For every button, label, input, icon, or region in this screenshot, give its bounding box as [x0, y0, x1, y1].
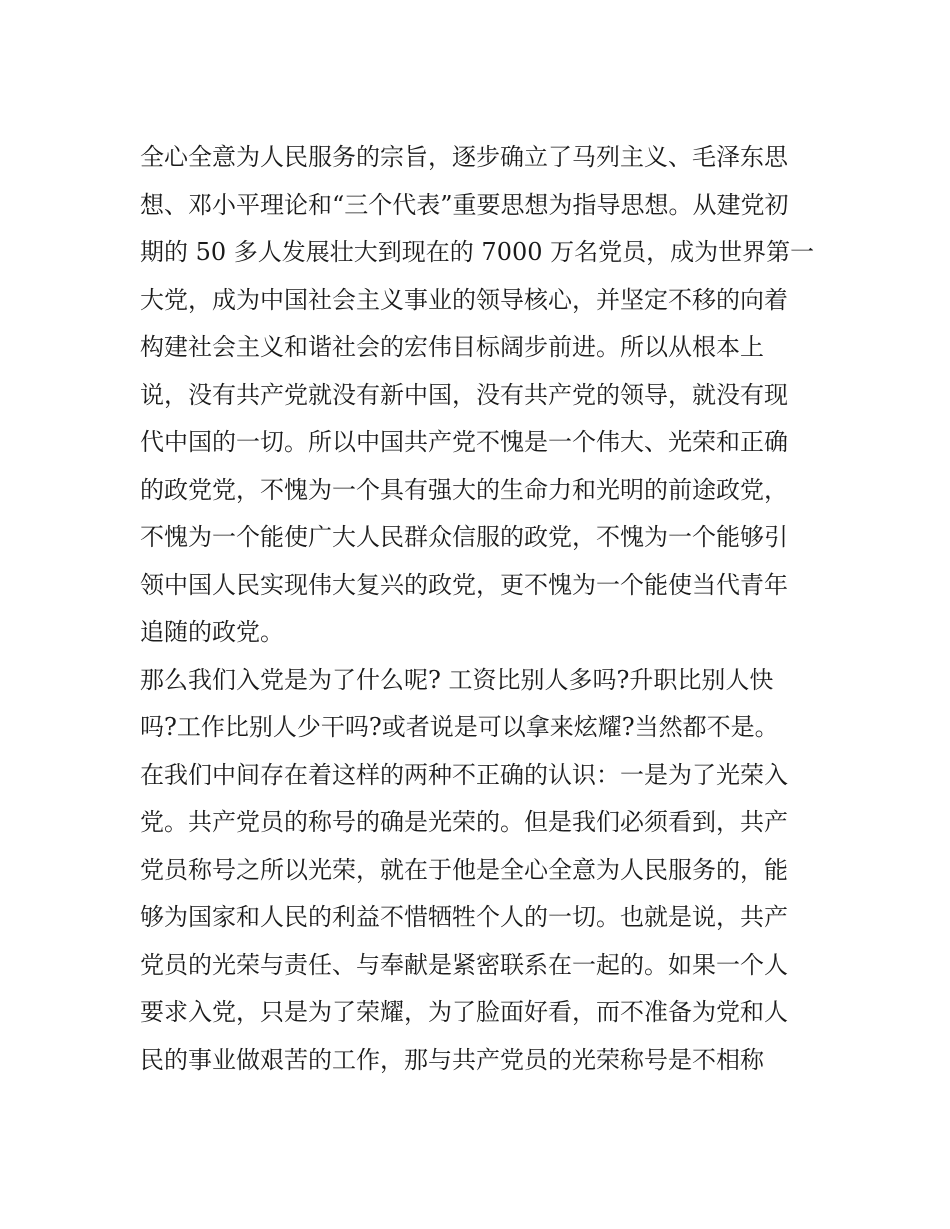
text-line: 够为国家和人民的利益不惜牺牲个人的一切。也就是说，共产 [140, 903, 788, 931]
text-line: 想、邓小平理论和“三个代表”重要思想为指导思想。从建党初 [140, 190, 789, 219]
text-line: 民的事业做艰苦的工作，那与共产党员的光荣称号是不相称 [140, 1045, 764, 1074]
text-line: 代中国的一切。所以中国共产党不愧是一个伟大、光荣和正确 [140, 428, 788, 456]
text-line: 期的 50 多人发展壮大到现在的 7000 万名党员，成为世界第一 [140, 238, 815, 266]
text-line: 党员的光荣与责任、与奉献是紧密联系在一起的。如果一个人 [140, 950, 788, 979]
text-line: 党。共产党员的称号的确是光荣的。但是我们必须看到，共产 [140, 808, 788, 836]
text-line: 党员称号之所以光荣，就在于他是全心全意为人民服务的，能 [140, 855, 788, 884]
body-text [140, 134, 820, 1084]
text-line: 的政党党，不愧为一个具有强大的生命力和光明的前途政党， [140, 475, 788, 504]
text-line: 在我们中间存在着这样的两种不正确的认识：一是为了光荣入 [140, 760, 788, 789]
text-line: 要求入党，只是为了荣耀，为了脸面好看，而不准备为党和人 [140, 998, 788, 1026]
text-line: 全心全意为人民服务的宗旨，逐步确立了马列主义、毛泽东思 [140, 143, 788, 171]
text-line: 那么我们入党是为了什么呢? 工资比别人多吗?升职比别人快 [140, 665, 774, 694]
text-line: 吗?工作比别人少干吗?或者说是可以拿来炫耀?当然都不是。 [140, 713, 779, 741]
text-line: 说，没有共产党就没有新中国，没有共产党的领导，就没有现 [140, 380, 788, 409]
text-line: 追随的政党。 [140, 618, 284, 646]
text-line: 构建社会主义和谐社会的宏伟目标阔步前进。所以从根本上 [140, 333, 764, 361]
text-line: 不愧为一个能使广大人民群众信服的政党，不愧为一个能够引 [140, 523, 788, 551]
text-line: 大党，成为中国社会主义事业的领导核心，并坚定不移的向着 [140, 285, 788, 314]
text-line: 领中国人民实现伟大复兴的政党，更不愧为一个能使当代青年 [140, 570, 788, 599]
